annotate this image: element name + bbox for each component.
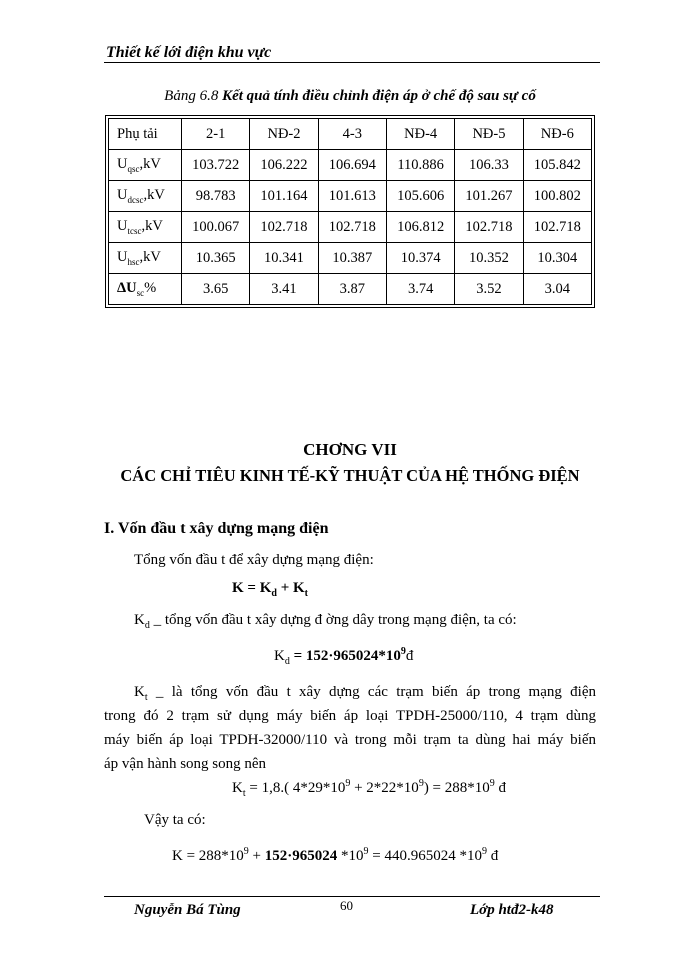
table-cell: 3.65 (182, 274, 250, 305)
caption-text: Kết quả tính điều chỉnh điện áp ở chế độ sau sự cố (222, 88, 536, 104)
kt-formula: $K_t = 1,8$.( $4*29*10^9 + 2*22*10^9) = 288*10^9$ đ (232, 778, 507, 799)
table-cell: 10.341 (250, 243, 318, 274)
table-cell: 100.802 (523, 181, 591, 212)
table-row (109, 212, 592, 243)
header-cell: 2-1 (182, 119, 250, 150)
table-cell: 102.718 (318, 212, 386, 243)
kd-definition: $K_d$ _ tổng vốn đầu t xây dựng đ ờng dây trong mạng điện, ta có: (134, 612, 517, 631)
table-header-row (109, 119, 592, 150)
conclusion-line: Vậy ta có: (144, 812, 206, 828)
header-cell: Phụ tải (109, 119, 182, 150)
table-cell: 10.374 (386, 243, 454, 274)
page-number: 60 (340, 898, 353, 913)
footer-rule (104, 896, 600, 897)
table-cell: 3.04 (523, 274, 591, 305)
header-cell: NĐ-5 (455, 119, 523, 150)
table-cell: 3.52 (455, 274, 523, 305)
table-cell: 10.365 (182, 243, 250, 274)
row-label: $\Delta U_{sc}\%$ (109, 274, 182, 305)
table-cell: 3.74 (386, 274, 454, 305)
table-cell: 102.718 (523, 212, 591, 243)
table-cell: 102.718 (250, 212, 318, 243)
formula-k-total: $K = K_d + K_t$ (232, 580, 309, 599)
header-rule (104, 62, 600, 63)
table-cell: 3.41 (250, 274, 318, 305)
caption-prefix: Bảng 6.8 (164, 88, 219, 104)
table-cell: 105.606 (386, 181, 454, 212)
chapter-number: CHƠNG VII (303, 440, 397, 459)
table-cell: 10.387 (318, 243, 386, 274)
table-cell: 105.842 (523, 150, 591, 181)
table-cell: 10.352 (455, 243, 523, 274)
table-cell: 110.886 (386, 150, 454, 181)
header-cell: NĐ-6 (523, 119, 591, 150)
row-label: $U_{qsc},kV$ (109, 150, 182, 181)
kt-definition-line-2: trong đó 2 trạm sử dụng máy biến áp loại TPDH-25000/110, 4 trạm dùng (104, 708, 596, 724)
table-caption (0, 88, 700, 105)
table-cell: 106.812 (386, 212, 454, 243)
table-cell: 3.87 (318, 274, 386, 305)
row-label: $U_{hsc},kV$ (109, 243, 182, 274)
kt-definition-line-1: $K_t$ _ là tổng vốn đầu t xây dựng các trạm biến áp trong mạng điện (134, 684, 596, 703)
table-cell: 101.164 (250, 181, 318, 212)
table-row (109, 181, 592, 212)
table-cell: 106.33 (455, 150, 523, 181)
final-formula: $K = 288*10^9 + 152\cdot 965024$ $*10^9 = 440.965024$ $*10^9$ đ (172, 846, 499, 864)
section-heading: I. Vốn đầu t xây dựng mạng điện (104, 520, 329, 537)
header-cell: NĐ-4 (386, 119, 454, 150)
kd-value: $K_d$ = $152\cdot 965024*10^9đ$ (274, 646, 414, 667)
table-cell: 103.722 (182, 150, 250, 181)
chapter-title: CÁC CHỈ TIÊU KINH TẾ-KỸ THUẬT CỦA HỆ THỐNG ĐIỆN (120, 466, 580, 485)
footer-class: Lớp htđ2-k48 (470, 902, 554, 918)
intro-line: Tổng vốn đầu t để xây dựng mạng điện: (134, 552, 374, 568)
footer-author: Nguyễn Bá Tùng (134, 902, 241, 918)
table-row (109, 274, 592, 305)
table-cell: 101.267 (455, 181, 523, 212)
header-title: Thiết kế lới điện khu vực (106, 44, 272, 61)
table-cell: 106.222 (250, 150, 318, 181)
table-row (109, 243, 592, 274)
table-cell: 101.613 (318, 181, 386, 212)
header-cell: 4-3 (318, 119, 386, 150)
table-cell: 10.304 (523, 243, 591, 274)
table-cell: 98.783 (182, 181, 250, 212)
row-label: $U_{dcsc},kV$ (109, 181, 182, 212)
kt-definition-line-4: áp vận hành song song nên (104, 756, 267, 772)
table-cell: 100.067 (182, 212, 250, 243)
result-table (108, 118, 592, 305)
kt-definition-line-3: máy biến áp loại TPDH-32000/110 và trong mỗi trạm ta dùng hai máy biến (104, 732, 596, 748)
header-cell: NĐ-2 (250, 119, 318, 150)
table-cell: 102.718 (455, 212, 523, 243)
table-cell: 106.694 (318, 150, 386, 181)
row-label: $U_{tcsc},kV$ (109, 212, 182, 243)
table-row (109, 150, 592, 181)
